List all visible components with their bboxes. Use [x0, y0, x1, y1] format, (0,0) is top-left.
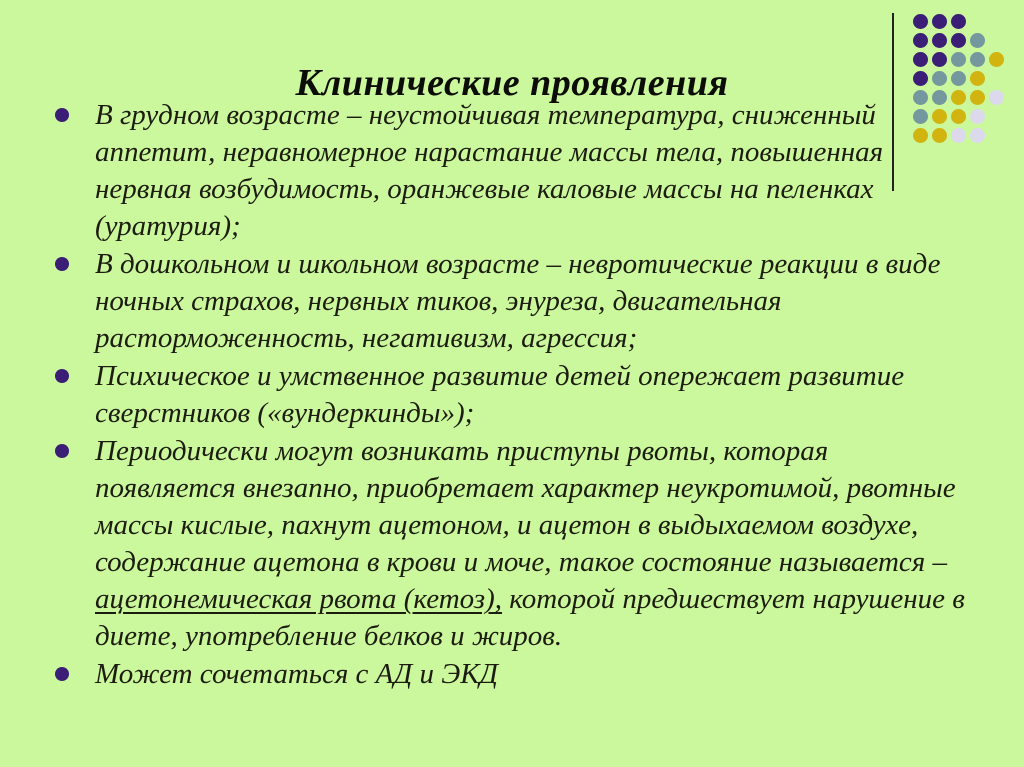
decorative-dot [951, 128, 966, 143]
decorative-dot [970, 33, 985, 48]
slide-title: Клинические проявления [295, 62, 729, 105]
bullet-item-2 [55, 246, 971, 357]
decorative-dot [932, 71, 947, 86]
decorative-dot [913, 33, 928, 48]
bullet-text-3: Психическое и умственное развитие детей опережает развитие сверстников («вундеркинды»); [95, 360, 905, 429]
decorative-dot [951, 14, 966, 29]
decorative-dot [932, 52, 947, 67]
bullet-icon [55, 257, 69, 271]
decorative-dot [970, 90, 985, 105]
decorative-dot [913, 14, 928, 29]
decorative-dot [951, 109, 966, 124]
bullet-4-segment-before: Периодически могут возникать приступы рвоты, которая появляется внезапно, приобретает характер неукротимой, рвотные массы кислые, пахнут ацетоном, и ацетон в выдыхаемом воздухе, содержание ацетона в крови и моче, такое состояние называется – [95, 435, 956, 578]
decorative-dot [970, 128, 985, 143]
bullet-text-4 [95, 433, 971, 655]
decorative-dot [932, 109, 947, 124]
bullet-text-5: Может сочетаться с АД и ЭКД [95, 658, 498, 690]
bullet-icon [55, 369, 69, 383]
bullet-4-underlined-phrase: ацетонемическая рвота (кетоз), [95, 583, 502, 615]
decorative-dot [970, 109, 985, 124]
decorative-dot [913, 109, 928, 124]
decorative-dot [932, 14, 947, 29]
decorative-dot [913, 128, 928, 143]
decorative-dot [951, 52, 966, 67]
decorative-dot [932, 90, 947, 105]
decorative-dot [932, 128, 947, 143]
decorative-dot [970, 52, 985, 67]
bullet-icon [55, 444, 69, 458]
decorative-dot [951, 33, 966, 48]
bullet-icon [55, 667, 69, 681]
bullet-text-1: В грудном возрасте – неустойчивая температура, сниженный аппетит, неравномерное нарастание массы тела, повышенная нервная возбудимость, оранжевые каловые массы на пеленках (уратурия); [95, 99, 884, 242]
bullet-item-4 [55, 433, 971, 655]
decorative-dot [989, 90, 1004, 105]
bullet-item-5 [55, 656, 971, 693]
dot-grid [913, 14, 1004, 147]
decorative-dot [951, 90, 966, 105]
bullet-icon [55, 108, 69, 122]
bullet-item-3 [55, 358, 971, 432]
decorative-dot [989, 52, 1004, 67]
decorative-dot [932, 33, 947, 48]
decorative-dot [951, 71, 966, 86]
decorative-dot [970, 71, 985, 86]
bullet-text-2: В дошкольном и школьном возрасте – невротические реакции в виде ночных страхов, нервных тиков, энуреза, двигательная расторможенность, негативизм, агрессия; [95, 248, 941, 354]
vertical-rule-decoration [892, 13, 894, 191]
decorative-dot [913, 52, 928, 67]
bullet-item-1 [55, 97, 971, 245]
bullet-list [55, 97, 971, 694]
decorative-dot [913, 90, 928, 105]
bullet-4-segment-after: которой предшествует нарушение в диете, употребление белков и жиров. [95, 583, 965, 652]
decorative-dot [913, 71, 928, 86]
